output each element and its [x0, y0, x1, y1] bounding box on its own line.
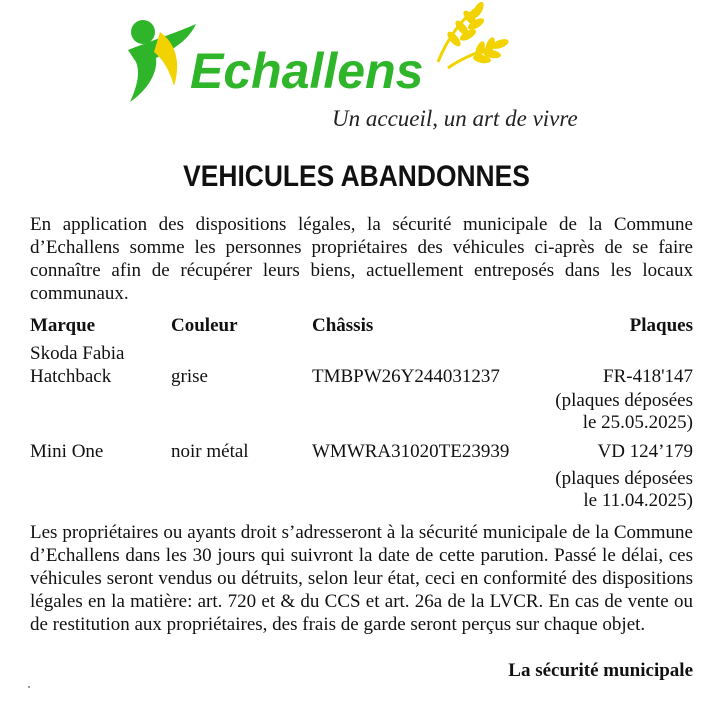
vehicle-brand-line1: Mini One	[30, 441, 104, 462]
plate-note-line1: (plaques déposées	[555, 468, 693, 489]
header-plaques: Plaques	[629, 315, 693, 336]
header-chassis: Châssis	[312, 315, 374, 336]
vehicle-chassis: TMBPW26Y244031237	[312, 366, 500, 387]
header-couleur: Couleur	[171, 315, 238, 336]
plate-note-line2: le 25.05.2025)	[582, 412, 693, 433]
header-marque: Marque	[30, 315, 96, 336]
outro-paragraph: Les propriétaires ou ayants droit s’adresseront à la sécurité municipale de la Commune d’Echallens dans les 30 jours qui suivront la date de cette parution. Passé le délai, ces véhicules seront vendus ou détruits, selon leur état, ceci en conformité des dispositions légales en la matière: art. 720 et & du CCS et art. 26a de la LVCR. En cas de vente ou de restitution aux propriétaires, des frais de garde seront perçus sur chaque objet.	[30, 522, 693, 635]
vehicle-plate: FR-418'147	[603, 366, 693, 387]
scan-speck	[28, 686, 30, 688]
page-title: VEHICULES ABANDONNES	[183, 160, 530, 193]
intro-paragraph: En application des dispositions légales, la sécurité municipale de la Commune d’Echallens somme les personnes propriétaires des véhicules ci-après de se faire connaître afin de récupérer leurs biens, actuellement entreposés dans les locaux communaux.	[30, 214, 693, 304]
vehicle-brand-line1: Skoda Fabia	[30, 343, 125, 364]
vehicle-color: noir métal	[171, 441, 249, 462]
logo-brand-text: Echallens	[190, 43, 424, 99]
logo-tagline: Un accueil, un art de vivre	[332, 106, 578, 131]
plate-note-line2: le 11.04.2025)	[583, 490, 693, 511]
vehicle-plate: VD 124’179	[597, 441, 693, 462]
vehicle-chassis: WMWRA31020TE23939	[312, 441, 510, 462]
plate-note-line1: (plaques déposées	[555, 390, 693, 411]
signature: La sécurité municipale	[508, 660, 693, 681]
echallens-logo	[118, 2, 618, 134]
vehicle-color: grise	[171, 366, 208, 387]
vehicle-brand-line2: Hatchback	[30, 366, 112, 387]
